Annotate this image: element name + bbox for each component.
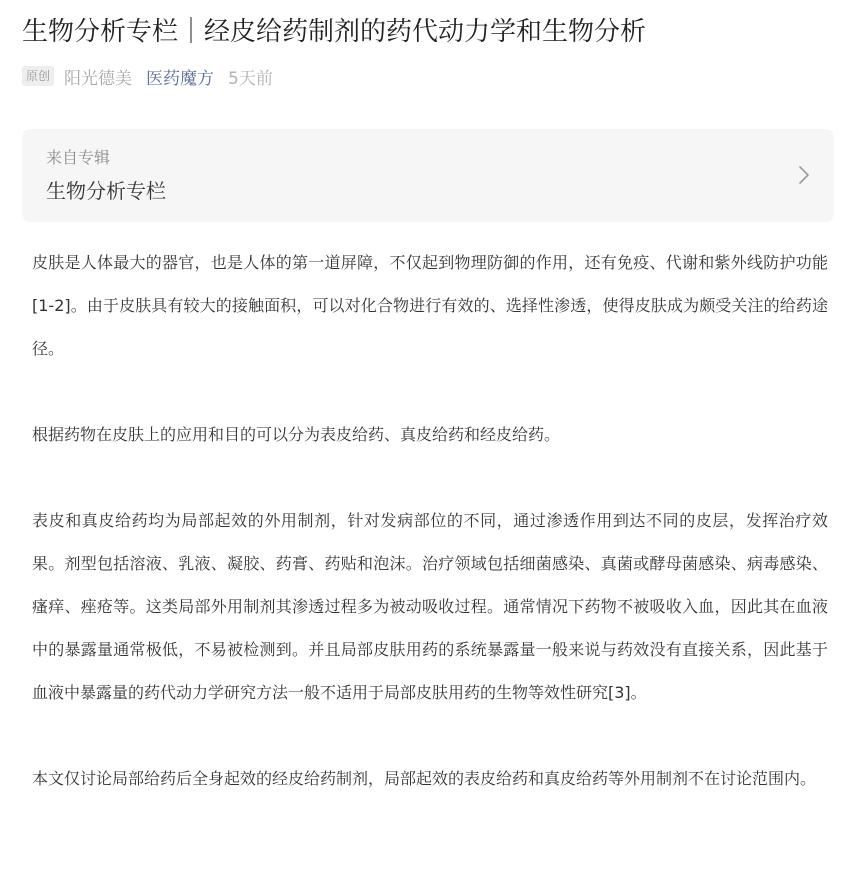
paragraph-1: 皮肤是人体最大的器官，也是人体的第一道屏障，不仅起到物理防御的作用，还有免疫、代谢和紫外线防护功能[1-2]。由于皮肤具有较大的接触面积，可以对化合物进行有效的、选择性渗透，使得皮肤成为颇受关注的给药途径。 — [32, 253, 828, 358]
paragraph-3: 表皮和真皮给药均为局部起效的外用制剂，针对发病部位的不同，通过渗透作用到达不同的皮层，发挥治疗效果。剂型包括溶液、乳液、凝胶、药膏、药贴和泡沫。治疗领域包括细菌感染、真菌或酵母菌感染、病毒感染、瘙痒、痤疮等。这类局部外用制剂其渗透过程多为被动吸收过程。通常情况下药物不被吸收入血，因此其在血液中的暴露量通常极低，不易被检测到。并且局部皮肤用药的系统暴露量一般来说与药效没有直接关系，因此基于血液中暴露量的药代动力学研究方法一般不适用于局部皮肤用药的生物等效性研究[3]。 — [32, 511, 828, 702]
original-badge: 原创 — [22, 66, 54, 86]
album-name: 生物分析专栏 — [46, 179, 166, 203]
article-body — [32, 241, 828, 843]
author-name: 阳光德美 — [64, 68, 133, 89]
chevron-right-icon — [798, 165, 810, 185]
account-link[interactable]: 医药魔方 — [146, 68, 215, 89]
album-card[interactable] — [22, 129, 834, 222]
paragraph-4: 本文仅讨论局部给药后全身起效的经皮给药制剂，局部起效的表皮给药和真皮给药等外用制剂不在讨论范围内。 — [32, 769, 817, 788]
article-title: 生物分析专栏｜经皮给药制剂的药代动力学和生物分析 — [22, 17, 647, 47]
publish-time: 5天前 — [228, 68, 273, 89]
article-meta — [22, 63, 273, 89]
paragraph-2: 根据药物在皮肤上的应用和目的可以分为表皮给药、真皮给药和经皮给药。 — [32, 425, 561, 444]
album-subtitle: 来自专辑 — [46, 148, 111, 167]
